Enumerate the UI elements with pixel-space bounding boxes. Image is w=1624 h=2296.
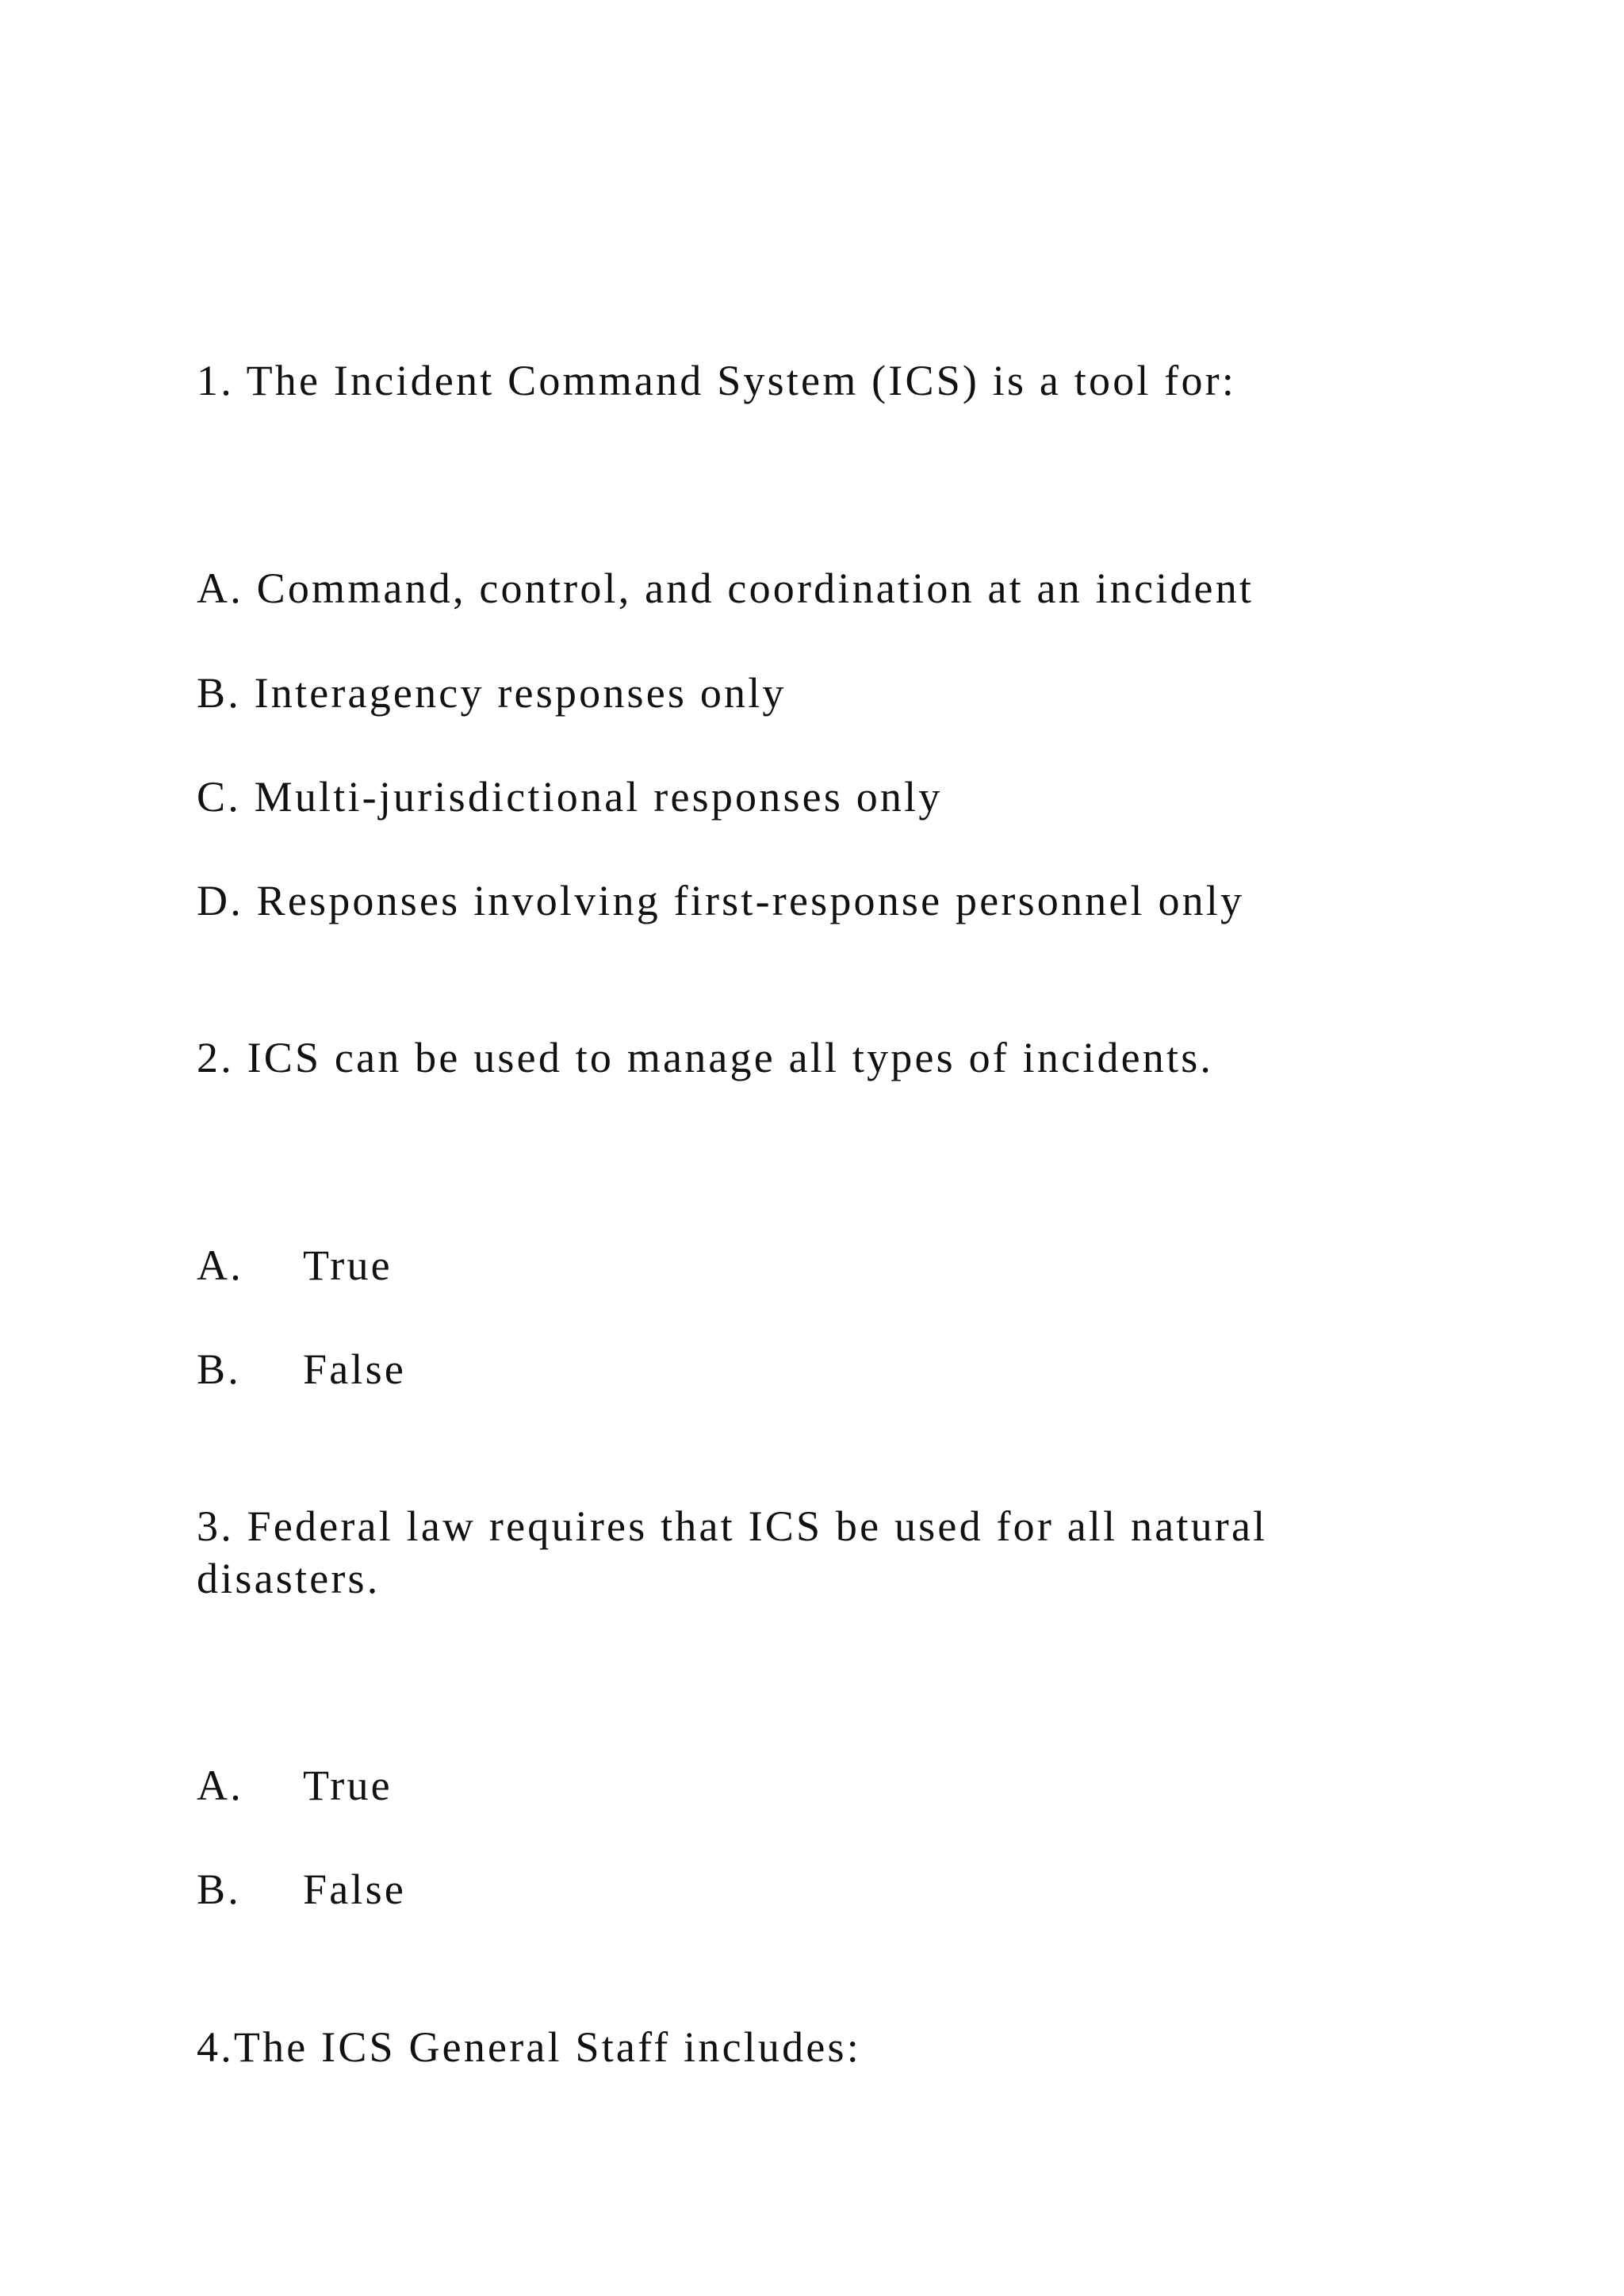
question-3-option-a bbox=[197, 1759, 393, 1812]
question-1-option-d: D. Responses involving first-response personnel only bbox=[197, 877, 1245, 924]
question-1-option-c: C. Multi-jurisdictional responses only bbox=[197, 773, 943, 821]
option-label: True bbox=[303, 1762, 393, 1809]
question-2-text: 2. ICS can be used to manage all types of incidents. bbox=[197, 1034, 1214, 1081]
question-4-text: 4.The ICS General Staff includes: bbox=[197, 2023, 861, 2071]
question-1-text: 1. The Incident Command System (ICS) is a tool for: bbox=[197, 357, 1237, 404]
question-2-option-a bbox=[197, 1239, 393, 1292]
question-1-option-a: A. Command, control, and coordination at an incident bbox=[197, 564, 1254, 612]
option-letter: B. bbox=[197, 1866, 241, 1913]
question-2-option-b bbox=[197, 1343, 406, 1395]
option-letter: B. bbox=[197, 1345, 241, 1393]
question-3-option-b bbox=[197, 1863, 406, 1915]
option-label: False bbox=[303, 1866, 406, 1913]
option-label: True bbox=[303, 1242, 393, 1289]
option-letter: A. bbox=[197, 1242, 243, 1289]
question-3-text: 3. Federal law requires that ICS be used for all natural disasters. bbox=[197, 1502, 1268, 1602]
option-letter: A. bbox=[197, 1762, 243, 1809]
question-1-option-b: B. Interagency responses only bbox=[197, 669, 787, 717]
option-label: False bbox=[303, 1345, 406, 1393]
